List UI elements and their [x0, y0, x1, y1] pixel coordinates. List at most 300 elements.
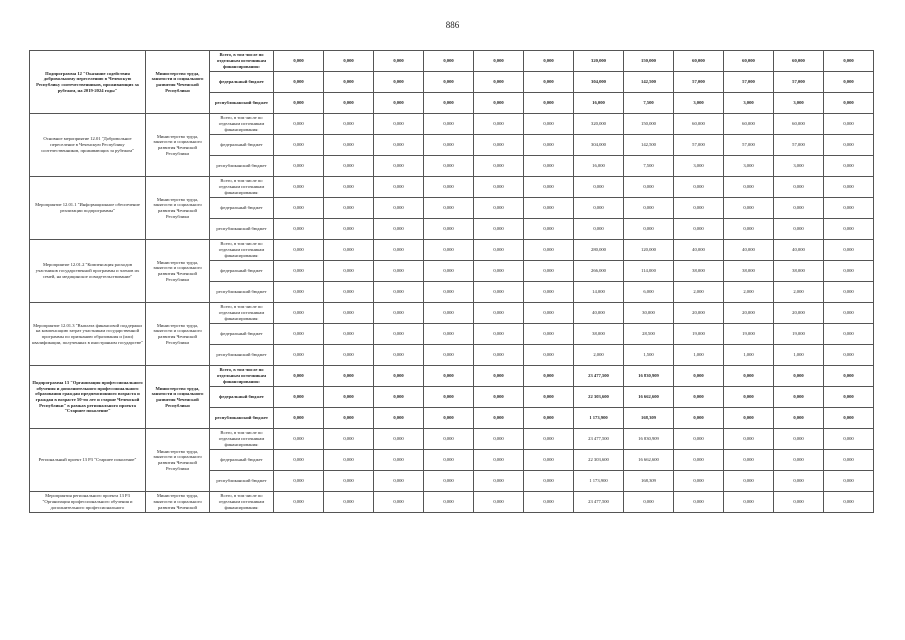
amount-cell: 16,000	[574, 93, 624, 114]
responsible-executor-cell: Министерство труда, занятости и социального развития Чеченской Республики	[146, 177, 210, 240]
amount-cell: 0,000	[474, 219, 524, 240]
amount-cell: 0,000	[274, 303, 324, 324]
table-row	[30, 303, 874, 324]
amount-cell: 120,000	[624, 240, 674, 261]
amount-cell: 0,000	[524, 135, 574, 156]
amount-cell: 0,000	[674, 408, 724, 429]
amount-cell: 0,000	[774, 198, 824, 219]
amount-cell: 320,000	[574, 114, 624, 135]
amount-cell: 0,000	[424, 471, 474, 492]
amount-cell: 0,000	[574, 177, 624, 198]
amount-cell: 168,309	[624, 408, 674, 429]
program-name-cell: Региональный проект 13 Р3 "Старшее поколение"	[30, 429, 146, 492]
amount-cell: 0,000	[724, 450, 774, 471]
amount-cell: 0,000	[424, 261, 474, 282]
amount-cell: 57,000	[774, 72, 824, 93]
responsible-executor-cell: Министерство труда, занятости и социального развития Чеченской Республики	[146, 240, 210, 303]
amount-cell: 0,000	[424, 198, 474, 219]
amount-cell: 0,000	[774, 429, 824, 450]
amount-cell: 0,000	[624, 219, 674, 240]
amount-cell: 0,000	[674, 366, 724, 387]
amount-cell: 57,000	[674, 135, 724, 156]
amount-cell: 1,000	[674, 345, 724, 366]
amount-cell: 0,000	[324, 471, 374, 492]
amount-cell: 60,000	[674, 51, 724, 72]
amount-cell: 0,000	[524, 450, 574, 471]
amount-cell: 0,000	[324, 93, 374, 114]
amount-cell: 0,000	[574, 198, 624, 219]
amount-cell: 0,000	[274, 429, 324, 450]
funding-source-cell: Всего, в том числе по отдельным источникам финансирования:	[210, 366, 274, 387]
funding-source-cell: Всего, в том числе по отдельным источникам финансирования:	[210, 240, 274, 261]
amount-cell: 2,000	[574, 345, 624, 366]
amount-cell: 28,500	[624, 324, 674, 345]
amount-cell: 19,000	[774, 324, 824, 345]
amount-cell: 16 662,600	[624, 387, 674, 408]
amount-cell: 0,000	[474, 366, 524, 387]
funding-source-cell: Всего, в том числе по отдельным источникам финансирования:	[210, 492, 274, 513]
amount-cell: 3,000	[674, 156, 724, 177]
amount-cell: 0,000	[624, 177, 674, 198]
table-row	[30, 177, 874, 198]
amount-cell: 0,000	[824, 345, 874, 366]
amount-cell: 0,000	[824, 324, 874, 345]
amount-cell: 0,000	[674, 387, 724, 408]
amount-cell: 0,000	[774, 219, 824, 240]
amount-cell: 2,000	[774, 282, 824, 303]
amount-cell: 0,000	[374, 156, 424, 177]
amount-cell: 0,000	[674, 450, 724, 471]
amount-cell: 0,000	[474, 51, 524, 72]
amount-cell: 38,000	[574, 324, 624, 345]
amount-cell: 0,000	[824, 240, 874, 261]
amount-cell: 30,000	[624, 303, 674, 324]
amount-cell: 0,000	[474, 324, 524, 345]
amount-cell: 0,000	[474, 156, 524, 177]
amount-cell: 0,000	[824, 492, 874, 513]
amount-cell: 0,000	[774, 366, 824, 387]
amount-cell: 0,000	[724, 177, 774, 198]
amount-cell: 0,000	[424, 240, 474, 261]
amount-cell: 0,000	[374, 429, 424, 450]
amount-cell: 0,000	[324, 492, 374, 513]
funding-source-cell: Всего, в том числе по отдельным источникам финансирования:	[210, 429, 274, 450]
amount-cell: 0,000	[324, 387, 374, 408]
amount-cell: 0,000	[824, 72, 874, 93]
amount-cell: 0,000	[324, 324, 374, 345]
amount-cell: 0,000	[824, 408, 874, 429]
amount-cell: 0,000	[324, 72, 374, 93]
amount-cell: 1 173,900	[574, 408, 624, 429]
funding-source-cell: федеральный бюджет	[210, 198, 274, 219]
amount-cell: 0,000	[274, 72, 324, 93]
funding-source-cell: федеральный бюджет	[210, 261, 274, 282]
amount-cell: 0,000	[524, 345, 574, 366]
amount-cell: 0,000	[474, 198, 524, 219]
amount-cell: 3,000	[774, 156, 824, 177]
amount-cell: 0,000	[474, 72, 524, 93]
amount-cell: 0,000	[674, 198, 724, 219]
amount-cell: 0,000	[324, 177, 374, 198]
amount-cell: 150,000	[624, 114, 674, 135]
amount-cell: 0,000	[474, 471, 524, 492]
amount-cell: 0,000	[774, 387, 824, 408]
amount-cell: 0,000	[274, 177, 324, 198]
amount-cell: 23 477,500	[574, 429, 624, 450]
amount-cell: 40,000	[574, 303, 624, 324]
amount-cell: 0,000	[374, 198, 424, 219]
funding-source-cell: федеральный бюджет	[210, 324, 274, 345]
amount-cell: 0,000	[274, 408, 324, 429]
amount-cell: 0,000	[424, 408, 474, 429]
amount-cell: 57,000	[774, 135, 824, 156]
amount-cell: 0,000	[524, 240, 574, 261]
amount-cell: 3,000	[724, 156, 774, 177]
amount-cell: 0,000	[724, 366, 774, 387]
program-name-cell: Мероприятие 12.01.2 "Компенсация расходов участников государственной программы и членов их семей, на медицинское освидетельствование"	[30, 240, 146, 303]
amount-cell: 0,000	[374, 387, 424, 408]
amount-cell: 0,000	[524, 219, 574, 240]
amount-cell: 304,000	[574, 72, 624, 93]
amount-cell: 38,000	[674, 261, 724, 282]
amount-cell: 0,000	[474, 450, 524, 471]
program-name-cell: Подпрограмма 12 "Оказание содействия добровольному переселению в Чеченскую Республику соотечественников, проживающих за рубежом, на 2019-2024 годы"	[30, 51, 146, 114]
funding-source-cell: республиканский бюджет	[210, 408, 274, 429]
amount-cell: 3,000	[724, 93, 774, 114]
amount-cell: 0,000	[724, 471, 774, 492]
amount-cell: 0,000	[324, 198, 374, 219]
amount-cell: 304,000	[574, 135, 624, 156]
amount-cell: 0,000	[274, 240, 324, 261]
funding-source-cell: федеральный бюджет	[210, 72, 274, 93]
amount-cell: 0,000	[424, 135, 474, 156]
amount-cell: 0,000	[474, 135, 524, 156]
amount-cell: 0,000	[374, 261, 424, 282]
funding-source-cell: республиканский бюджет	[210, 93, 274, 114]
funding-source-cell: федеральный бюджет	[210, 387, 274, 408]
amount-cell: 0,000	[624, 198, 674, 219]
amount-cell: 0,000	[424, 156, 474, 177]
amount-cell: 320,000	[574, 51, 624, 72]
amount-cell: 23 477,500	[574, 366, 624, 387]
amount-cell: 38,000	[774, 261, 824, 282]
amount-cell: 0,000	[324, 366, 374, 387]
amount-cell: 0,000	[824, 114, 874, 135]
amount-cell: 7,500	[624, 156, 674, 177]
amount-cell: 0,000	[524, 114, 574, 135]
amount-cell: 0,000	[824, 135, 874, 156]
funding-source-cell: республиканский бюджет	[210, 219, 274, 240]
amount-cell: 0,000	[374, 345, 424, 366]
table-row	[30, 492, 874, 513]
amount-cell: 0,000	[274, 156, 324, 177]
amount-cell: 0,000	[374, 492, 424, 513]
amount-cell: 0,000	[274, 450, 324, 471]
amount-cell: 40,000	[674, 240, 724, 261]
amount-cell: 0,000	[724, 219, 774, 240]
amount-cell: 0,000	[374, 177, 424, 198]
amount-cell: 0,000	[824, 471, 874, 492]
amount-cell: 20,000	[774, 303, 824, 324]
amount-cell: 0,000	[474, 261, 524, 282]
amount-cell: 0,000	[424, 387, 474, 408]
funding-source-cell: республиканский бюджет	[210, 282, 274, 303]
amount-cell: 142,500	[624, 135, 674, 156]
amount-cell: 0,000	[324, 450, 374, 471]
amount-cell: 1,500	[624, 345, 674, 366]
amount-cell: 6,000	[624, 282, 674, 303]
amount-cell: 16,000	[574, 156, 624, 177]
amount-cell: 60,000	[774, 51, 824, 72]
amount-cell: 0,000	[824, 156, 874, 177]
amount-cell: 0,000	[374, 408, 424, 429]
amount-cell: 0,000	[474, 492, 524, 513]
table-row	[30, 114, 874, 135]
amount-cell: 2,000	[724, 282, 774, 303]
amount-cell: 20,000	[724, 303, 774, 324]
amount-cell: 0,000	[274, 198, 324, 219]
amount-cell: 0,000	[324, 282, 374, 303]
amount-cell: 0,000	[374, 366, 424, 387]
amount-cell: 0,000	[324, 51, 374, 72]
amount-cell: 1 173,900	[574, 471, 624, 492]
amount-cell: 0,000	[274, 114, 324, 135]
amount-cell: 0,000	[374, 450, 424, 471]
amount-cell: 60,000	[674, 114, 724, 135]
amount-cell: 0,000	[374, 240, 424, 261]
page-number: 886	[445, 20, 460, 30]
amount-cell: 0,000	[274, 261, 324, 282]
amount-cell: 19,000	[674, 324, 724, 345]
amount-cell: 38,000	[724, 261, 774, 282]
amount-cell: 16 662,600	[624, 450, 674, 471]
amount-cell: 3,000	[774, 93, 824, 114]
responsible-executor-cell: Министерство труда, занятости и социального развития Чеченской Республики	[146, 51, 210, 114]
amount-cell: 0,000	[724, 492, 774, 513]
amount-cell: 0,000	[524, 387, 574, 408]
table-row	[30, 429, 874, 450]
funding-source-cell: республиканский бюджет	[210, 345, 274, 366]
amount-cell: 0,000	[424, 324, 474, 345]
program-name-cell: Мероприятие 12.01.1 "Информационное обеспечение реализации подпрограммы"	[30, 177, 146, 240]
amount-cell: 0,000	[474, 387, 524, 408]
amount-cell: 0,000	[674, 492, 724, 513]
amount-cell: 0,000	[374, 303, 424, 324]
amount-cell: 266,000	[574, 261, 624, 282]
amount-cell: 0,000	[374, 114, 424, 135]
amount-cell: 280,000	[574, 240, 624, 261]
funding-source-cell: республиканский бюджет	[210, 156, 274, 177]
amount-cell: 0,000	[424, 114, 474, 135]
amount-cell: 60,000	[724, 114, 774, 135]
amount-cell: 0,000	[324, 345, 374, 366]
table-row	[30, 240, 874, 261]
amount-cell: 0,000	[274, 324, 324, 345]
funding-source-cell: республиканский бюджет	[210, 471, 274, 492]
amount-cell: 40,000	[724, 240, 774, 261]
amount-cell: 0,000	[424, 51, 474, 72]
amount-cell: 0,000	[824, 219, 874, 240]
amount-cell: 16 830,909	[624, 366, 674, 387]
amount-cell: 57,000	[724, 135, 774, 156]
amount-cell: 0,000	[474, 93, 524, 114]
amount-cell: 0,000	[374, 282, 424, 303]
amount-cell: 0,000	[274, 366, 324, 387]
amount-cell: 0,000	[524, 492, 574, 513]
amount-cell: 0,000	[274, 492, 324, 513]
amount-cell: 0,000	[824, 366, 874, 387]
amount-cell: 40,000	[774, 240, 824, 261]
table-row	[30, 51, 874, 72]
amount-cell: 0,000	[674, 219, 724, 240]
amount-cell: 2,000	[674, 282, 724, 303]
funding-source-cell: Всего, в том числе по отдельным источникам финансирования:	[210, 51, 274, 72]
amount-cell: 0,000	[724, 408, 774, 429]
amount-cell: 0,000	[774, 492, 824, 513]
amount-cell: 150,000	[624, 51, 674, 72]
amount-cell: 0,000	[524, 366, 574, 387]
amount-cell: 60,000	[774, 114, 824, 135]
amount-cell: 0,000	[824, 303, 874, 324]
amount-cell: 0,000	[324, 261, 374, 282]
amount-cell: 0,000	[274, 135, 324, 156]
amount-cell: 0,000	[524, 471, 574, 492]
amount-cell: 0,000	[324, 156, 374, 177]
program-name-cell: Подпрограмма 13 "Организация профессионального обучения и дополнительного профессионального образования граждан предпенсионного возраста и граждан в возрасте 50-ти лет и старше Чеченской Республики" в рамках регионального проекта "Старшее поколение"	[30, 366, 146, 429]
amount-cell: 0,000	[774, 408, 824, 429]
amount-cell: 0,000	[674, 177, 724, 198]
amount-cell: 0,000	[374, 93, 424, 114]
amount-cell: 7,500	[624, 93, 674, 114]
amount-cell: 0,000	[524, 198, 574, 219]
amount-cell: 0,000	[424, 345, 474, 366]
amount-cell: 0,000	[474, 303, 524, 324]
amount-cell: 0,000	[524, 93, 574, 114]
funding-source-cell: Всего, в том числе по отдельным источникам финансирования:	[210, 177, 274, 198]
amount-cell: 0,000	[274, 282, 324, 303]
amount-cell: 142,500	[624, 72, 674, 93]
amount-cell: 0,000	[524, 51, 574, 72]
amount-cell: 0,000	[324, 408, 374, 429]
responsible-executor-cell: Министерство труда, занятости и социального развития Чеченской Республики	[146, 366, 210, 429]
amount-cell: 1,000	[774, 345, 824, 366]
amount-cell: 0,000	[324, 240, 374, 261]
amount-cell: 114,000	[624, 261, 674, 282]
amount-cell: 0,000	[724, 429, 774, 450]
responsible-executor-cell: Министерство труда, занятости и социального развития Чеченской Республики	[146, 429, 210, 492]
amount-cell: 0,000	[574, 219, 624, 240]
responsible-executor-cell: Министерство труда, занятости и социального развития Чеченской	[146, 492, 210, 513]
amount-cell: 0,000	[824, 450, 874, 471]
amount-cell: 0,000	[524, 324, 574, 345]
amount-cell: 0,000	[474, 429, 524, 450]
program-name-cell: Основное мероприятие 12.01 "Добровольное переселение в Чеченскую Республику соотечественников, проживающих за рубежом"	[30, 114, 146, 177]
amount-cell: 20,000	[674, 303, 724, 324]
amount-cell: 0,000	[424, 219, 474, 240]
amount-cell: 0,000	[524, 282, 574, 303]
amount-cell: 0,000	[474, 114, 524, 135]
amount-cell: 0,000	[324, 303, 374, 324]
amount-cell: 22 303,600	[574, 387, 624, 408]
amount-cell: 0,000	[524, 429, 574, 450]
amount-cell: 22 303,600	[574, 450, 624, 471]
amount-cell: 0,000	[524, 408, 574, 429]
amount-cell: 0,000	[474, 345, 524, 366]
amount-cell: 0,000	[524, 303, 574, 324]
funding-source-cell: Всего, в том числе по отдельным источникам финансирования:	[210, 114, 274, 135]
amount-cell: 0,000	[274, 93, 324, 114]
amount-cell: 0,000	[324, 114, 374, 135]
amount-cell: 0,000	[424, 366, 474, 387]
amount-cell: 0,000	[374, 324, 424, 345]
amount-cell: 0,000	[674, 429, 724, 450]
budget-table	[29, 50, 874, 513]
funding-source-cell: Всего, в том числе по отдельным источникам финансирования:	[210, 303, 274, 324]
amount-cell: 168,309	[624, 471, 674, 492]
amount-cell: 0,000	[824, 51, 874, 72]
amount-cell: 3,000	[674, 93, 724, 114]
amount-cell: 0,000	[524, 72, 574, 93]
amount-cell: 0,000	[424, 93, 474, 114]
amount-cell: 0,000	[274, 345, 324, 366]
amount-cell: 0,000	[624, 492, 674, 513]
amount-cell: 0,000	[324, 429, 374, 450]
program-name-cell: Мероприятие 12.01.3 "Выплата финансовой поддержки на компенсацию затрат участникам государственной программы по признанию образования и (или) квалификации, полученных в иностранном государстве"	[30, 303, 146, 366]
amount-cell: 57,000	[674, 72, 724, 93]
amount-cell: 1,000	[724, 345, 774, 366]
amount-cell: 14,000	[574, 282, 624, 303]
amount-cell: 0,000	[374, 471, 424, 492]
responsible-executor-cell: Министерство труда, занятости и социального развития Чеченской Республики	[146, 114, 210, 177]
amount-cell: 0,000	[424, 450, 474, 471]
amount-cell: 0,000	[824, 198, 874, 219]
amount-cell: 0,000	[524, 177, 574, 198]
funding-source-cell: федеральный бюджет	[210, 450, 274, 471]
amount-cell: 0,000	[824, 177, 874, 198]
amount-cell: 0,000	[424, 282, 474, 303]
amount-cell: 0,000	[674, 471, 724, 492]
amount-cell: 0,000	[424, 429, 474, 450]
table-row	[30, 366, 874, 387]
amount-cell: 0,000	[774, 471, 824, 492]
amount-cell: 16 830,909	[624, 429, 674, 450]
amount-cell: 0,000	[824, 429, 874, 450]
amount-cell: 0,000	[274, 387, 324, 408]
program-name-cell: Мероприятия регионального проекта 13 Р3 "Организация профессионального обучения и дополнительного профессионального	[30, 492, 146, 513]
funding-source-cell: федеральный бюджет	[210, 135, 274, 156]
amount-cell: 0,000	[274, 471, 324, 492]
amount-cell: 23 477,500	[574, 492, 624, 513]
amount-cell: 60,000	[724, 51, 774, 72]
amount-cell: 0,000	[824, 282, 874, 303]
amount-cell: 0,000	[774, 450, 824, 471]
responsible-executor-cell: Министерство труда, занятости и социального развития Чеченской Республики	[146, 303, 210, 366]
amount-cell: 57,000	[724, 72, 774, 93]
amount-cell: 0,000	[824, 261, 874, 282]
amount-cell: 0,000	[424, 177, 474, 198]
amount-cell: 0,000	[524, 156, 574, 177]
amount-cell: 0,000	[474, 408, 524, 429]
amount-cell: 0,000	[824, 93, 874, 114]
amount-cell: 0,000	[424, 492, 474, 513]
amount-cell: 0,000	[424, 303, 474, 324]
amount-cell: 0,000	[374, 135, 424, 156]
amount-cell: 0,000	[474, 282, 524, 303]
amount-cell: 0,000	[474, 240, 524, 261]
amount-cell: 0,000	[424, 72, 474, 93]
amount-cell: 19,000	[724, 324, 774, 345]
amount-cell: 0,000	[324, 135, 374, 156]
